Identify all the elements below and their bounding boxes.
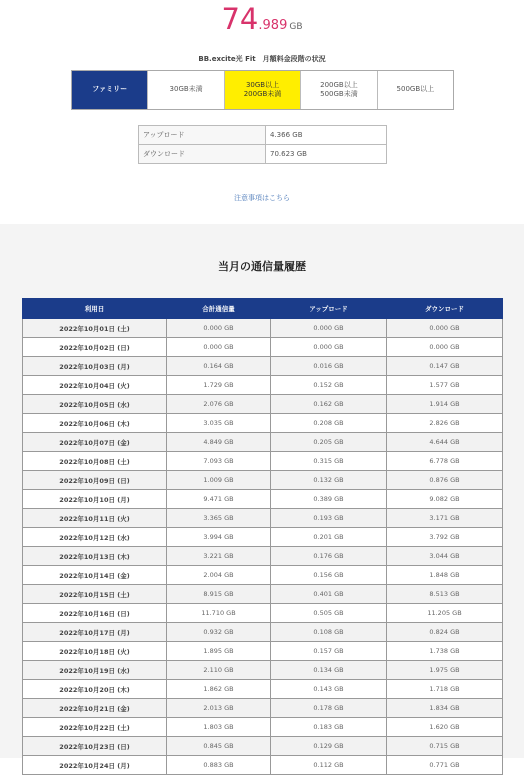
total-cell: 1.009 GB [167, 471, 271, 490]
upload-cell: 0.129 GB [271, 737, 387, 756]
total-cell: 1.803 GB [167, 718, 271, 737]
history-title: 当月の通信量履歴 [218, 260, 306, 273]
table-row [23, 376, 503, 395]
table-row [23, 509, 503, 528]
upload-cell: 0.208 GB [271, 414, 387, 433]
download-cell: 1.848 GB [387, 566, 503, 585]
download-cell: 3.171 GB [387, 509, 503, 528]
date-cell: 2022年10月15日 (土) [23, 585, 167, 604]
history-header-row [23, 299, 503, 319]
download-cell: 6.778 GB [387, 452, 503, 471]
table-row [23, 604, 503, 623]
download-label: ダウンロード [139, 145, 266, 164]
download-value: 70.623 GB [266, 145, 387, 164]
total-cell: 3.365 GB [167, 509, 271, 528]
table-row [23, 452, 503, 471]
tier-plan-name: ファミリー [72, 71, 147, 109]
download-cell: 0.147 GB [387, 357, 503, 376]
download-cell: 1.738 GB [387, 642, 503, 661]
total-cell: 0.883 GB [167, 756, 271, 775]
download-cell: 1.975 GB [387, 661, 503, 680]
header-total: 合計通信量 [167, 299, 271, 319]
table-row [23, 737, 503, 756]
date-cell: 2022年10月01日 (土) [23, 319, 167, 338]
upload-cell: 0.152 GB [271, 376, 387, 395]
upload-cell: 0.000 GB [271, 319, 387, 338]
table-row [23, 395, 503, 414]
date-cell: 2022年10月13日 (木) [23, 547, 167, 566]
upload-cell: 0.401 GB [271, 585, 387, 604]
total-cell: 7.093 GB [167, 452, 271, 471]
total-usage-unit: GB [289, 22, 303, 32]
upload-cell: 0.000 GB [271, 338, 387, 357]
table-row [23, 433, 503, 452]
header-download: ダウンロード [387, 299, 503, 319]
date-cell: 2022年10月05日 (水) [23, 395, 167, 414]
download-cell: 4.644 GB [387, 433, 503, 452]
date-cell: 2022年10月16日 (日) [23, 604, 167, 623]
table-row [23, 718, 503, 737]
upload-cell: 0.389 GB [271, 490, 387, 509]
table-row [23, 661, 503, 680]
download-cell: 9.082 GB [387, 490, 503, 509]
notice-link[interactable]: 注意事項はこちら [234, 194, 290, 202]
table-row [23, 490, 503, 509]
total-cell: 8.915 GB [167, 585, 271, 604]
total-cell: 2.013 GB [167, 699, 271, 718]
date-cell: 2022年10月11日 (火) [23, 509, 167, 528]
total-cell: 0.000 GB [167, 319, 271, 338]
date-cell: 2022年10月09日 (日) [23, 471, 167, 490]
upload-cell: 0.156 GB [271, 566, 387, 585]
table-row [23, 471, 503, 490]
price-tier-bar [71, 70, 454, 110]
download-cell: 1.718 GB [387, 680, 503, 699]
date-cell: 2022年10月08日 (土) [23, 452, 167, 471]
header-date: 利用日 [23, 299, 167, 319]
date-cell: 2022年10月04日 (火) [23, 376, 167, 395]
total-cell: 2.110 GB [167, 661, 271, 680]
date-cell: 2022年10月02日 (日) [23, 338, 167, 357]
total-cell: 3.221 GB [167, 547, 271, 566]
upload-cell: 0.178 GB [271, 699, 387, 718]
download-cell: 3.792 GB [387, 528, 503, 547]
upload-download-table [138, 125, 387, 164]
total-cell: 0.932 GB [167, 623, 271, 642]
download-cell: 11.205 GB [387, 604, 503, 623]
table-row [23, 680, 503, 699]
total-cell: 1.729 GB [167, 376, 271, 395]
download-cell: 1.834 GB [387, 699, 503, 718]
upload-cell: 0.134 GB [271, 661, 387, 680]
download-cell: 0.715 GB [387, 737, 503, 756]
date-cell: 2022年10月17日 (月) [23, 623, 167, 642]
upload-cell: 0.201 GB [271, 528, 387, 547]
total-cell: 3.035 GB [167, 414, 271, 433]
date-cell: 2022年10月23日 (日) [23, 737, 167, 756]
date-cell: 2022年10月24日 (月) [23, 756, 167, 775]
date-cell: 2022年10月21日 (金) [23, 699, 167, 718]
tier-over-500gb: 500GB以上 [377, 71, 453, 109]
date-cell: 2022年10月10日 (月) [23, 490, 167, 509]
tier-under-30gb: 30GB未満 [147, 71, 223, 109]
download-cell: 1.914 GB [387, 395, 503, 414]
history-body [23, 319, 503, 775]
table-row [23, 547, 503, 566]
table-row [23, 623, 503, 642]
upload-cell: 0.176 GB [271, 547, 387, 566]
table-row [23, 642, 503, 661]
date-cell: 2022年10月06日 (木) [23, 414, 167, 433]
total-cell: 0.164 GB [167, 357, 271, 376]
table-row [23, 357, 503, 376]
download-cell: 0.000 GB [387, 319, 503, 338]
header-upload: アップロード [271, 299, 387, 319]
total-cell: 1.862 GB [167, 680, 271, 699]
total-cell: 0.845 GB [167, 737, 271, 756]
plan-status-title: BB.excite光 Fit 月額料金段階の状況 [198, 55, 326, 63]
upload-cell: 0.205 GB [271, 433, 387, 452]
download-cell: 8.513 GB [387, 585, 503, 604]
upload-cell: 0.112 GB [271, 756, 387, 775]
tier-30-200gb-active: 30GB以上 200GB未満 [224, 71, 300, 109]
total-cell: 1.895 GB [167, 642, 271, 661]
upload-cell: 0.193 GB [271, 509, 387, 528]
date-cell: 2022年10月03日 (月) [23, 357, 167, 376]
table-row [23, 414, 503, 433]
download-cell: 0.876 GB [387, 471, 503, 490]
date-cell: 2022年10月12日 (水) [23, 528, 167, 547]
total-cell: 0.000 GB [167, 338, 271, 357]
upload-cell: 0.315 GB [271, 452, 387, 471]
date-cell: 2022年10月19日 (水) [23, 661, 167, 680]
upload-cell: 0.108 GB [271, 623, 387, 642]
download-cell: 0.824 GB [387, 623, 503, 642]
table-row [23, 585, 503, 604]
usage-summary-section [0, 0, 524, 224]
upload-cell: 0.016 GB [271, 357, 387, 376]
table-row [23, 338, 503, 357]
upload-cell: 0.143 GB [271, 680, 387, 699]
date-cell: 2022年10月22日 (土) [23, 718, 167, 737]
history-table [22, 298, 503, 775]
table-row [23, 319, 503, 338]
date-cell: 2022年10月20日 (木) [23, 680, 167, 699]
upload-cell: 0.157 GB [271, 642, 387, 661]
table-row [23, 756, 503, 775]
download-cell: 1.577 GB [387, 376, 503, 395]
upload-row [139, 126, 387, 145]
download-cell: 3.044 GB [387, 547, 503, 566]
download-cell: 1.620 GB [387, 718, 503, 737]
table-row [23, 699, 503, 718]
upload-cell: 0.505 GB [271, 604, 387, 623]
download-cell: 0.000 GB [387, 338, 503, 357]
table-row [23, 528, 503, 547]
upload-label: アップロード [139, 126, 266, 145]
tier-200-500gb: 200GB以上 500GB未満 [300, 71, 376, 109]
total-cell: 11.710 GB [167, 604, 271, 623]
total-cell: 2.076 GB [167, 395, 271, 414]
table-row [23, 566, 503, 585]
total-cell: 3.994 GB [167, 528, 271, 547]
download-cell: 2.826 GB [387, 414, 503, 433]
total-usage-integer: 74 [221, 2, 259, 36]
total-usage [0, 2, 524, 36]
upload-value: 4.366 GB [266, 126, 387, 145]
download-row [139, 145, 387, 164]
date-cell: 2022年10月14日 (金) [23, 566, 167, 585]
upload-cell: 0.162 GB [271, 395, 387, 414]
upload-cell: 0.183 GB [271, 718, 387, 737]
date-cell: 2022年10月07日 (金) [23, 433, 167, 452]
date-cell: 2022年10月18日 (火) [23, 642, 167, 661]
total-cell: 4.849 GB [167, 433, 271, 452]
total-cell: 9.471 GB [167, 490, 271, 509]
total-cell: 2.004 GB [167, 566, 271, 585]
download-cell: 0.771 GB [387, 756, 503, 775]
total-usage-decimal: .989 [258, 18, 288, 33]
upload-cell: 0.132 GB [271, 471, 387, 490]
